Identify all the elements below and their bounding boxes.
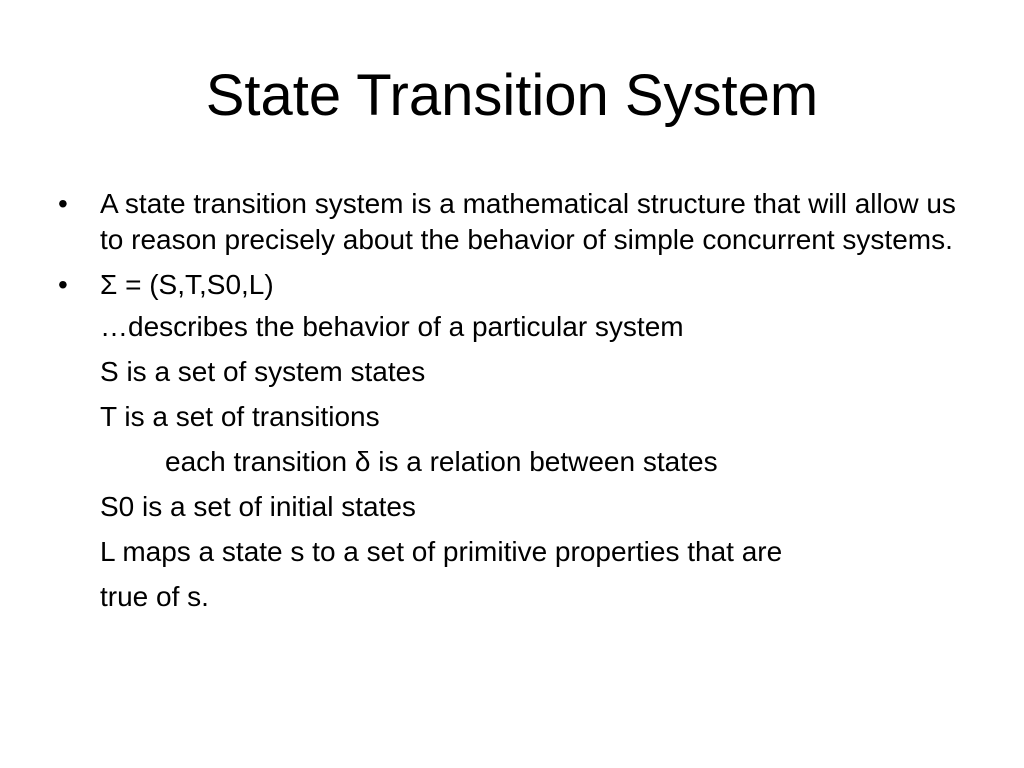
slide-body xyxy=(58,180,968,619)
initial-states-line: S0 is a set of initial states xyxy=(100,491,416,522)
bullet-icon: • xyxy=(58,269,68,300)
labeling-continuation-line: true of s. xyxy=(100,581,209,612)
description-line: …describes the behavior of a particular system xyxy=(100,311,684,342)
transition-detail-line: each transition δ is a relation between states xyxy=(165,446,718,477)
bullet-text: A state transition system is a mathematical structure that will allow us to reason precisely about the behavior of simple concurrent systems. xyxy=(100,188,956,255)
transitions-line: T is a set of transitions xyxy=(100,401,380,432)
states-line: S is a set of system states xyxy=(100,356,426,387)
bullet-item-sigma xyxy=(58,267,968,303)
bullet-icon: • xyxy=(58,188,68,219)
bullet-text: Σ = (S,T,S0,L) xyxy=(100,269,274,300)
labeling-line: L maps a state s to a set of primitive properties that are xyxy=(100,536,783,567)
slide-title: State Transition System xyxy=(205,63,819,128)
bullet-item-definition xyxy=(58,186,968,258)
